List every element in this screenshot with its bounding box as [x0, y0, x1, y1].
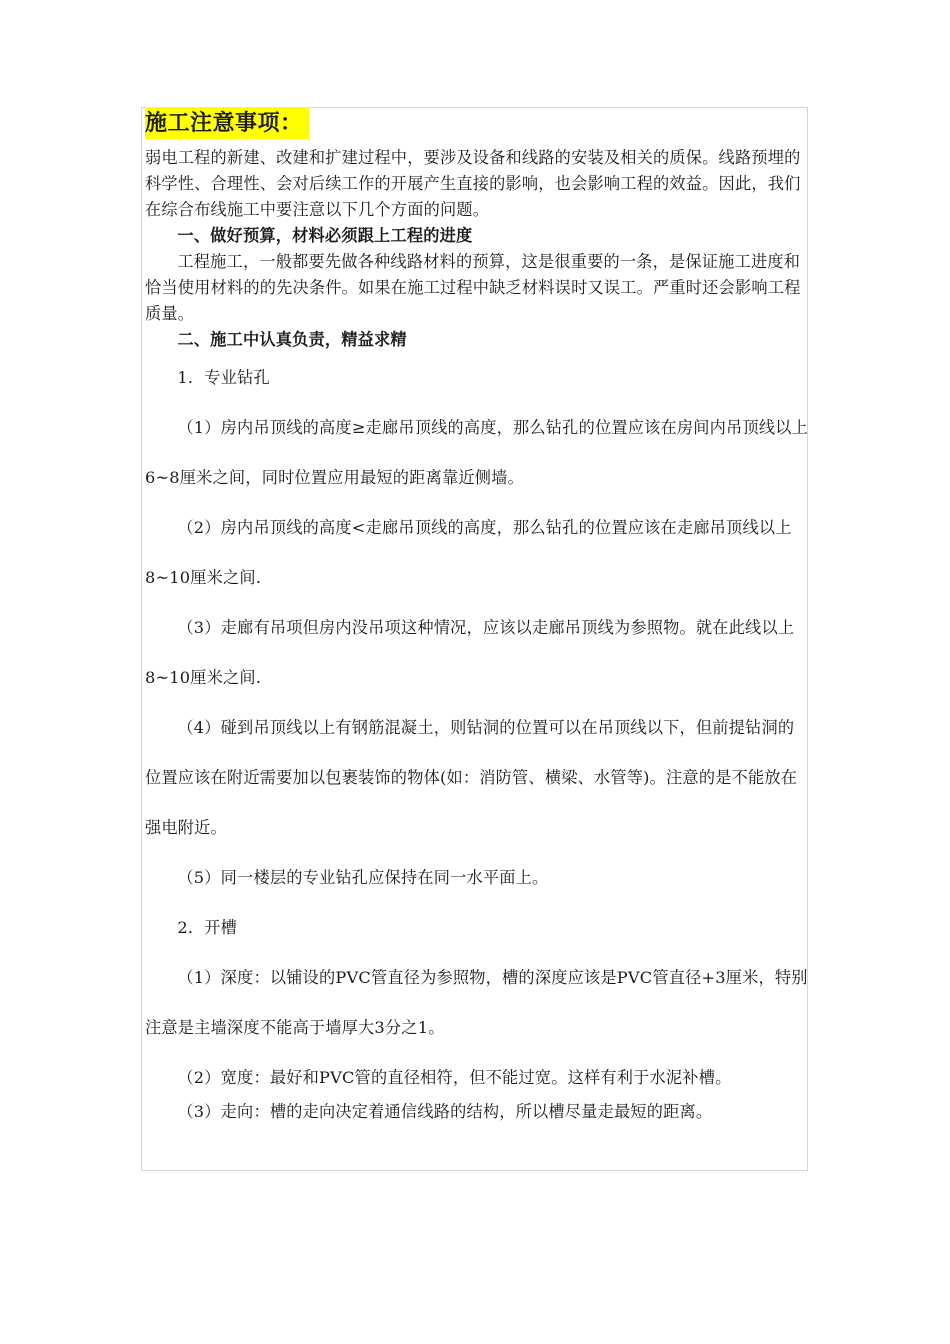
- section-1-heading: 一、做好预算，材料必须跟上工程的进度: [177, 226, 473, 245]
- page-title: 施工注意事项：: [145, 107, 309, 139]
- drilling-item-3: （3）走廊有吊项但房内没吊项这种情况，应该以走廊吊顶线为参照物。就在此线以上8~10厘米之间.: [145, 618, 795, 687]
- grooving-item-3: （3）走向：槽的走向决定着通信线路的结构，所以槽尽量走最短的距离。: [177, 1102, 713, 1121]
- subsection-grooving-heading: 2．开槽: [177, 918, 238, 937]
- drilling-item-5: （5）同一楼层的专业钻孔应保持在同一水平面上。: [177, 868, 549, 887]
- intro-paragraph: 弱电工程的新建、改建和扩建过程中，要涉及设备和线路的安装及相关的质保。线路预埋的科学性、合理性、会对后续工作的开展产生直接的影响，也会影响工程的效益。因此，我们在综合布线施工中要注意以下几个方面的问题。: [145, 148, 801, 219]
- drilling-item-2: （2）房内吊顶线的高度<走廊吊顶线的高度，那么钻孔的位置应该在走廊吊顶线以上8~10厘米之间.: [145, 518, 792, 587]
- drilling-item-4: （4）碰到吊顶线以上有钢筋混凝土，则钻洞的位置可以在吊顶线以下，但前提钻洞的位置应该在附近需要加以包裹装饰的物体(如：消防管、横梁、水管等)。注意的是不能放在强电附近。: [145, 718, 798, 837]
- grooving-item-2: （2）宽度：最好和PVC管的直径相符，但不能过宽。这样有利于水泥补槽。: [177, 1068, 732, 1087]
- section-2-heading: 二、施工中认真负责，精益求精: [177, 330, 407, 349]
- drilling-item-1: （1）房内吊顶线的高度≥走廊吊顶线的高度，那么钻孔的位置应该在房间内吊顶线以上6~8厘米之间，同时位置应用最短的距离靠近侧墙。: [145, 418, 808, 487]
- section-1-body: 工程施工，一般都要先做各种线路材料的预算，这是很重要的一条，是保证施工进度和恰当使用材料的的先决条件。如果在施工过程中缺乏材料误时又误工。严重时还会影响工程质量。: [145, 252, 801, 323]
- grooving-item-1: （1）深度：以铺设的PVC管直径为参照物，槽的深度应该是PVC管直径+3厘米，特别注意是主墙深度不能高于墙厚大3分之1。: [145, 968, 808, 1037]
- document-body: [145, 107, 809, 1127]
- subsection-drilling-heading: 1．专业钻孔: [177, 368, 270, 387]
